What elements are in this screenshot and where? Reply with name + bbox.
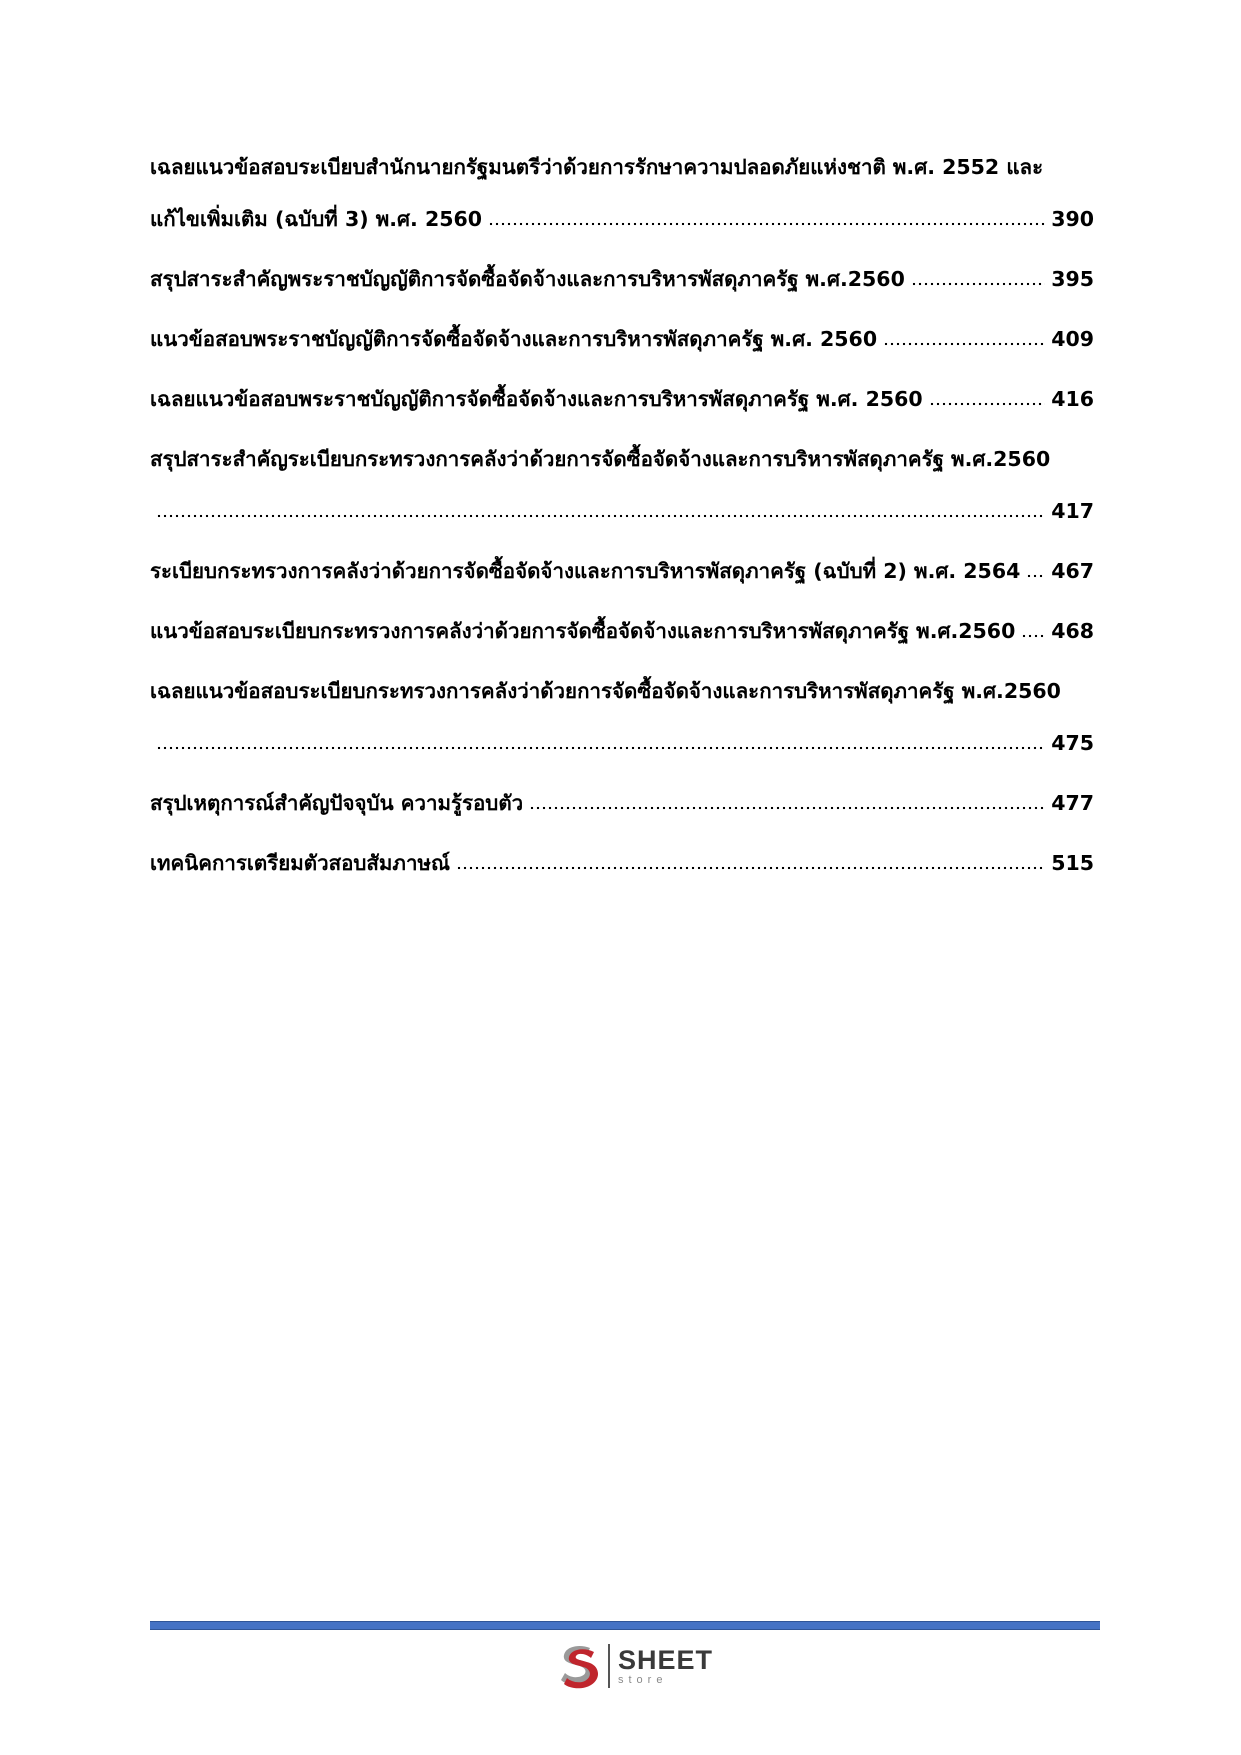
toc-entry-line <box>150 384 1094 414</box>
toc-entry-title: สรุปสาระสำคัญพระราชบัญญัติการจัดซื้อจัดจ้างและการบริหารพัสดุภาครัฐ พ.ศ.2560 <box>150 267 905 291</box>
table-of-contents <box>150 152 1094 908</box>
toc-entry[interactable] <box>150 556 1094 586</box>
toc-page-number: 409 <box>1051 327 1094 351</box>
dot-leader <box>1021 634 1045 638</box>
toc-entry-title: เทคนิคการเตรียมตัวสอบสัมภาษณ์ <box>150 851 450 875</box>
logo-text <box>618 1644 714 1686</box>
toc-entry-line <box>150 204 1094 234</box>
toc-page-number: 468 <box>1051 619 1094 643</box>
sheet-store-logo <box>556 1640 713 1692</box>
dot-leader <box>929 402 1046 406</box>
toc-page-number: 416 <box>1051 387 1094 411</box>
dot-leader <box>156 514 1045 518</box>
toc-entry[interactable] <box>150 384 1094 414</box>
toc-entry-line <box>150 496 1094 526</box>
toc-entry-line <box>150 616 1094 646</box>
dot-leader <box>529 806 1045 810</box>
toc-entry-line <box>150 848 1094 878</box>
footer-rule <box>150 1621 1100 1630</box>
toc-entry-line <box>150 676 1094 706</box>
logo-sub-text: store <box>618 1673 668 1686</box>
sheet-store-logo-icon <box>556 1642 602 1690</box>
toc-entry-title: เฉลยแนวข้อสอบพระราชบัญญัติการจัดซื้อจัดจ้างและการบริหารพัสดุภาครัฐ พ.ศ. 2560 <box>150 387 923 411</box>
toc-entry-line <box>150 788 1094 818</box>
logo-brand-text: SHEET <box>618 1644 714 1675</box>
toc-entry[interactable] <box>150 676 1094 758</box>
toc-entry[interactable] <box>150 264 1094 294</box>
toc-entry-line <box>150 444 1094 474</box>
toc-entry[interactable] <box>150 444 1094 526</box>
logo-divider <box>608 1644 610 1688</box>
dot-leader <box>456 866 1045 870</box>
toc-entry-title: แนวข้อสอบระเบียบกระทรวงการคลังว่าด้วยการจัดซื้อจัดจ้างและการบริหารพัสดุภาครัฐ พ.ศ.2560 <box>150 619 1016 643</box>
toc-entry-title: เฉลยแนวข้อสอบระเบียบสำนักนายกรัฐมนตรีว่าด้วยการรักษาความปลอดภัยแห่งชาติ พ.ศ. 2552 และ <box>150 155 1044 179</box>
toc-page-number: 477 <box>1051 791 1094 815</box>
dot-leader <box>911 282 1045 286</box>
toc-entry-title: แนวข้อสอบพระราชบัญญัติการจัดซื้อจัดจ้างและการบริหารพัสดุภาครัฐ พ.ศ. 2560 <box>150 327 878 351</box>
dot-leader <box>1026 574 1045 578</box>
toc-page-number: 417 <box>1051 499 1094 523</box>
toc-entry-line <box>150 152 1094 182</box>
dot-leader <box>156 746 1045 750</box>
toc-entry[interactable] <box>150 848 1094 878</box>
toc-page-number: 467 <box>1051 559 1094 583</box>
toc-page-number: 395 <box>1051 267 1094 291</box>
toc-entry-title: สรุปเหตุการณ์สำคัญปัจจุบัน ความรู้รอบตัว <box>150 791 524 815</box>
dot-leader <box>488 222 1045 226</box>
toc-page-number: 390 <box>1051 207 1094 231</box>
toc-page-number: 475 <box>1051 731 1094 755</box>
toc-entry-title: ระเบียบกระทรวงการคลังว่าด้วยการจัดซื้อจัดจ้างและการบริหารพัสดุภาครัฐ (ฉบับที่ 2) พ.ศ. 2564 <box>150 559 1021 583</box>
toc-entry[interactable] <box>150 788 1094 818</box>
toc-entry[interactable] <box>150 152 1094 234</box>
toc-entry-line <box>150 264 1094 294</box>
toc-entry-line <box>150 728 1094 758</box>
dot-leader <box>883 342 1045 346</box>
toc-entry[interactable] <box>150 616 1094 646</box>
toc-entry-title: แก้ไขเพิ่มเติม (ฉบับที่ 3) พ.ศ. 2560 <box>150 207 483 231</box>
toc-entry-title: สรุปสาระสำคัญระเบียบกระทรวงการคลังว่าด้วยการจัดซื้อจัดจ้างและการบริหารพัสดุภาครัฐ พ.ศ.2560 <box>150 447 1051 471</box>
toc-entry-title: เฉลยแนวข้อสอบระเบียบกระทรวงการคลังว่าด้วยการจัดซื้อจัดจ้างและการบริหารพัสดุภาครัฐ พ.ศ.2560 <box>150 679 1061 703</box>
toc-entry[interactable] <box>150 324 1094 354</box>
toc-entry-line <box>150 324 1094 354</box>
toc-entry-line <box>150 556 1094 586</box>
toc-page-number: 515 <box>1051 851 1094 875</box>
